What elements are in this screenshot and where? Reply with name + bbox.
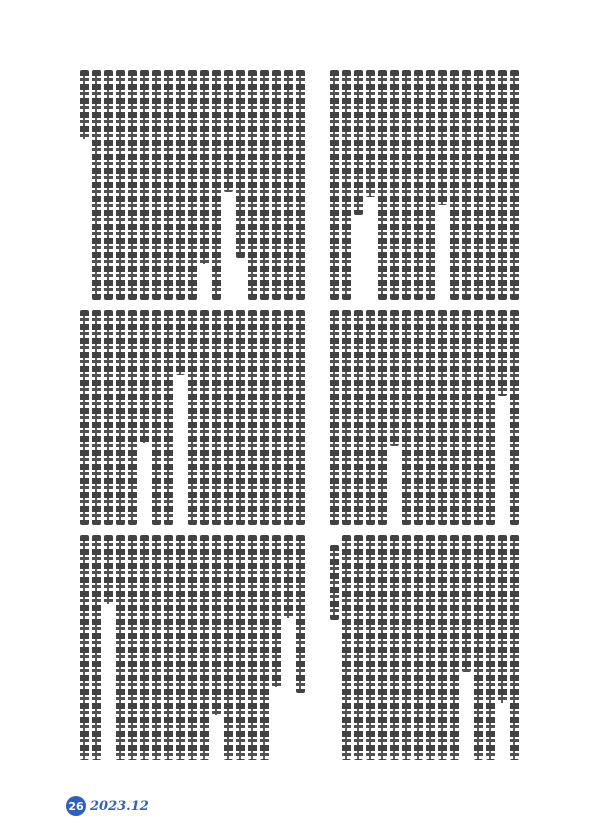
text-line <box>104 535 113 604</box>
text-line <box>366 70 375 197</box>
text-line <box>188 70 197 300</box>
text-line <box>140 70 149 300</box>
text-line <box>450 310 459 525</box>
text-line <box>176 70 185 300</box>
text-line <box>164 310 173 525</box>
text-line <box>462 535 471 672</box>
text-line <box>152 310 161 525</box>
text-line <box>414 535 423 760</box>
text-line <box>378 535 387 760</box>
text-line <box>80 70 89 139</box>
text-line <box>330 70 339 300</box>
text-line <box>92 70 101 300</box>
text-line <box>354 70 363 215</box>
text-line <box>248 310 257 525</box>
text-line <box>188 310 197 525</box>
text-line <box>438 310 447 525</box>
text-line <box>224 70 233 192</box>
text-line <box>426 310 435 525</box>
text-block-bottom-right <box>330 535 530 760</box>
text-line <box>486 70 495 300</box>
text-line <box>402 70 411 300</box>
text-line <box>486 535 495 760</box>
text-block-bottom-left <box>80 535 315 760</box>
text-line <box>402 535 411 760</box>
text-line <box>390 535 399 760</box>
text-line <box>426 70 435 300</box>
text-line <box>486 310 495 525</box>
text-line <box>224 310 233 525</box>
text-line <box>104 310 113 525</box>
text-line <box>510 310 519 525</box>
text-block-top-left <box>80 70 315 300</box>
text-line <box>152 535 161 760</box>
text-line <box>414 310 423 525</box>
text-line <box>330 545 339 620</box>
text-line <box>92 535 101 760</box>
text-line <box>116 70 125 300</box>
text-line <box>366 535 375 760</box>
text-line <box>402 310 411 525</box>
text-line <box>260 535 269 760</box>
text-line <box>164 535 173 760</box>
text-line <box>80 310 89 525</box>
text-line <box>248 535 257 760</box>
text-line <box>80 535 89 760</box>
text-line <box>152 70 161 300</box>
text-line <box>272 310 281 525</box>
text-line <box>438 535 447 760</box>
text-line <box>104 70 113 300</box>
text-line <box>510 70 519 300</box>
text-block-mid-left <box>80 310 315 525</box>
text-line <box>450 70 459 300</box>
text-line <box>378 70 387 300</box>
text-line <box>272 535 281 687</box>
text-line <box>342 535 351 760</box>
text-line <box>390 70 399 300</box>
text-line <box>284 535 293 618</box>
text-line <box>366 310 375 525</box>
text-line <box>116 535 125 760</box>
text-line <box>260 70 269 300</box>
issue-date: 2023.12 <box>90 798 149 814</box>
text-line <box>260 310 269 525</box>
text-line <box>128 310 137 525</box>
text-line <box>176 310 185 375</box>
text-line <box>426 535 435 760</box>
text-line <box>296 70 305 300</box>
text-line <box>284 310 293 525</box>
text-line <box>140 310 149 443</box>
text-line <box>164 70 173 300</box>
page-folio <box>66 796 149 816</box>
text-line <box>354 310 363 525</box>
text-line <box>342 310 351 525</box>
text-line <box>200 535 209 760</box>
text-line <box>498 535 507 703</box>
text-line <box>438 70 447 205</box>
text-line <box>224 535 233 760</box>
text-line <box>330 310 339 525</box>
text-line <box>498 70 507 300</box>
text-line <box>474 310 483 525</box>
text-line <box>212 70 221 300</box>
text-line <box>474 70 483 300</box>
text-line <box>498 310 507 396</box>
text-line <box>474 535 483 760</box>
text-line <box>188 535 197 760</box>
text-line <box>116 310 125 525</box>
text-line <box>284 70 293 300</box>
text-line <box>200 310 209 525</box>
text-block-mid-right <box>330 310 530 525</box>
text-line <box>140 535 149 760</box>
page-number: 26 <box>66 796 86 816</box>
text-line <box>236 310 245 525</box>
text-line <box>92 310 101 525</box>
text-line <box>212 535 221 715</box>
text-line <box>450 535 459 760</box>
text-line <box>378 310 387 525</box>
text-line <box>176 535 185 760</box>
text-line <box>414 70 423 300</box>
text-line <box>510 535 519 760</box>
text-line <box>462 70 471 300</box>
text-line <box>296 310 305 525</box>
text-line <box>296 535 305 693</box>
text-line <box>248 70 257 300</box>
text-line <box>236 70 245 258</box>
text-block-top-right <box>330 70 530 300</box>
text-line <box>212 310 221 525</box>
text-line <box>462 310 471 525</box>
text-line <box>128 535 137 760</box>
text-line <box>200 70 209 264</box>
text-line <box>342 70 351 300</box>
text-line <box>236 535 245 760</box>
text-line <box>354 535 363 760</box>
text-line <box>390 310 399 446</box>
text-line <box>128 70 137 300</box>
text-line <box>272 70 281 300</box>
